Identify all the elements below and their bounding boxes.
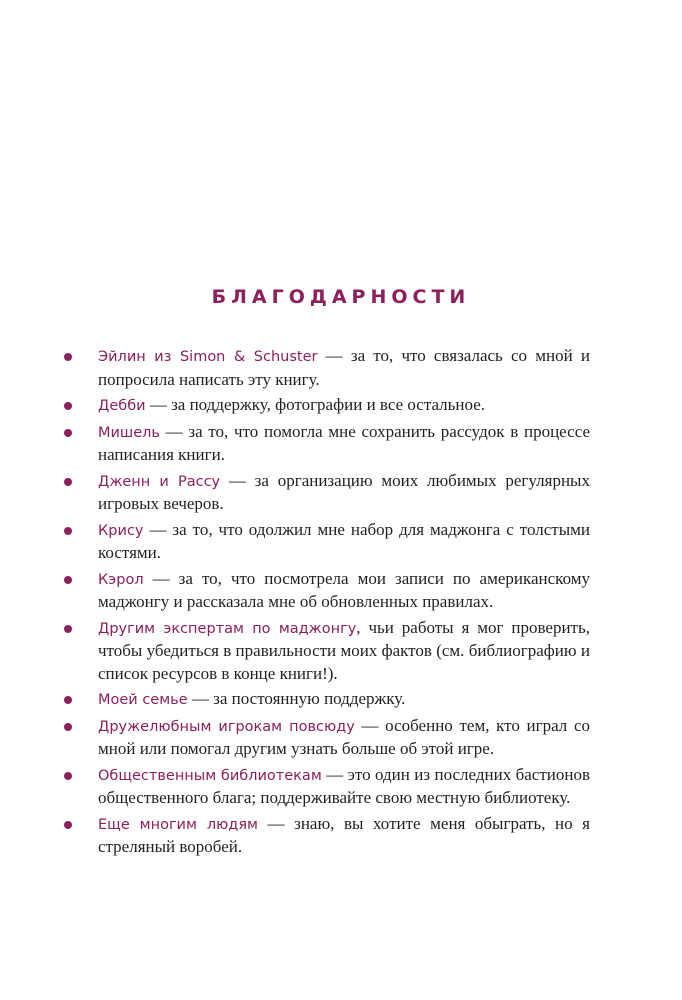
bullet-icon — [64, 353, 72, 361]
bullet-icon — [64, 527, 72, 535]
item-text: — за постоянную поддержку. — [187, 689, 406, 708]
list-item — [60, 764, 590, 810]
list-item — [60, 519, 590, 565]
item-text: — за то, что помогла мне сохранить рассудок в процессе написания книги. — [98, 421, 590, 464]
bullet-icon — [64, 696, 72, 704]
item-text: — за то, что посмотрела мои записи по американскому маджонгу и рассказала мне об обновленных правилах. — [98, 568, 590, 611]
item-name: Еще многим людям — [98, 816, 258, 833]
item-name: Эйлин из Simon & Schuster — [98, 349, 318, 365]
bullet-icon — [64, 429, 72, 437]
item-name: Крису — [98, 522, 144, 539]
list-item — [60, 345, 590, 391]
list-item — [60, 688, 590, 712]
item-text: — за то, что связалась со мной и попросила написать эту книгу. — [98, 346, 590, 389]
item-text: — за организацию моих любимых регулярных игровых вечеров. — [98, 470, 590, 513]
item-name: Дружелюбным игрокам повсюду — [98, 718, 355, 735]
bullet-icon — [64, 723, 72, 731]
page-title: БЛАГОДАРНОСТИ — [211, 286, 471, 308]
list-item — [60, 813, 590, 859]
item-name: Другим экспертам по маджонгу — [98, 620, 357, 637]
item-text: , чьи работы я мог проверить, чтобы убедиться в правильности моих фактов (см. библиографию и список ресурсов в конце книги!). — [98, 617, 590, 683]
list-item — [60, 568, 590, 614]
item-text: — это один из последних бастионов общественного блага; поддерживайте свою местную библиотеку. — [98, 764, 590, 807]
list-item — [60, 421, 590, 467]
list-item — [60, 470, 590, 516]
item-name: Дженн и Рассу — [98, 473, 221, 490]
bullet-icon — [64, 625, 72, 633]
bullet-icon — [64, 402, 72, 410]
item-name: Кэрол — [98, 571, 144, 588]
bullet-icon — [64, 478, 72, 486]
item-name: Общественным библиотекам — [98, 767, 322, 784]
bullet-icon — [64, 821, 72, 829]
item-text: — за то, что одолжил мне набор для маджонга с толстыми костями. — [98, 519, 590, 562]
item-name: Мишель — [98, 424, 160, 441]
list-item — [60, 617, 590, 686]
bullet-icon — [64, 772, 72, 780]
item-name: Дебби — [98, 398, 146, 414]
item-text: — за поддержку, фотографии и все остальное. — [145, 395, 486, 414]
list-item — [60, 715, 590, 761]
list-item — [60, 394, 590, 418]
item-name: Моей семье — [98, 692, 188, 708]
acknowledgements-list — [60, 345, 590, 862]
bullet-icon — [64, 576, 72, 584]
item-text: — знаю, вы хотите меня обыграть, но я стреляный воробей. — [98, 813, 591, 856]
item-text: — особенно тем, кто играл со мной или помогал другим узнать больше об этой игре. — [98, 715, 590, 758]
